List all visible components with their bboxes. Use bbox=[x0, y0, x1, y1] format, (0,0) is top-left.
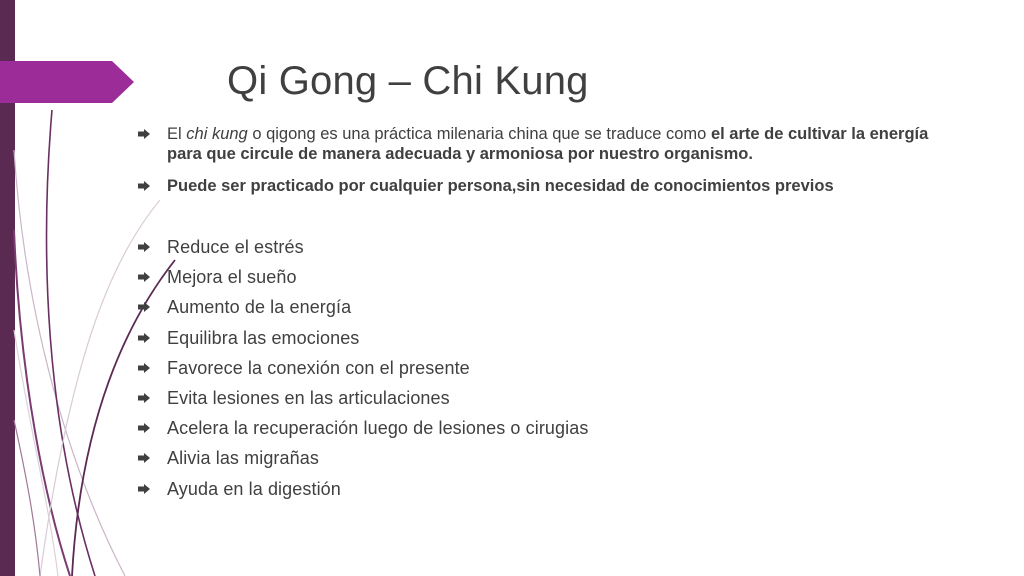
slide-content bbox=[138, 124, 938, 508]
intro-paragraph bbox=[138, 124, 938, 164]
list-item bbox=[138, 447, 938, 469]
arrow-right-icon bbox=[138, 129, 150, 139]
intro-text-italic: chi kung bbox=[186, 125, 248, 143]
list-item-label: Favorece la conexión con el presente bbox=[167, 357, 470, 378]
list-item-label: Ayuda en la digestión bbox=[167, 478, 341, 499]
arrow-right-icon bbox=[138, 453, 150, 463]
practice-text: Puede ser practicado por cualquier persona,sin necesidad de conocimientos previos bbox=[167, 177, 834, 195]
slide-title: Qi Gong – Chi Kung bbox=[227, 59, 589, 103]
list-item-label: Aumento de la energía bbox=[167, 297, 352, 318]
arrow-right-icon bbox=[138, 302, 150, 312]
list-item-label: Mejora el sueño bbox=[167, 267, 297, 288]
title-arrow-banner bbox=[0, 61, 134, 103]
arrow-right-icon bbox=[138, 363, 150, 373]
practice-paragraph bbox=[138, 176, 938, 196]
arrow-right-icon bbox=[138, 423, 150, 433]
intro-text-start: El bbox=[167, 125, 187, 143]
list-item bbox=[138, 327, 938, 349]
arrow-right-icon bbox=[138, 242, 150, 252]
list-item bbox=[138, 357, 938, 379]
intro-text-bold: el arte de cultivar la energía para que circule de manera adecuada y armoniosa por nuestro organismo. bbox=[167, 125, 929, 163]
intro-text-middle: o qigong es una práctica milenaria china que se traduce como bbox=[247, 125, 711, 143]
list-item-label: Equilibra las emociones bbox=[167, 327, 360, 348]
list-item-label: Acelera la recuperación luego de lesiones o cirugias bbox=[167, 418, 589, 439]
arrow-right-icon bbox=[138, 181, 150, 191]
list-item-label: Alivia las migrañas bbox=[167, 448, 319, 469]
list-item bbox=[138, 387, 938, 409]
list-item bbox=[138, 266, 938, 288]
list-item bbox=[138, 417, 938, 439]
benefits-list bbox=[138, 236, 938, 500]
list-item bbox=[138, 478, 938, 500]
list-item-label: Evita lesiones en las articulaciones bbox=[167, 387, 450, 408]
arrow-right-icon bbox=[138, 484, 150, 494]
list-item-label: Reduce el estrés bbox=[167, 237, 304, 257]
list-item bbox=[138, 296, 938, 318]
list-item bbox=[138, 236, 938, 258]
arrow-right-icon bbox=[138, 393, 150, 403]
arrow-right-icon bbox=[138, 333, 150, 343]
arrow-right-icon bbox=[138, 272, 150, 282]
